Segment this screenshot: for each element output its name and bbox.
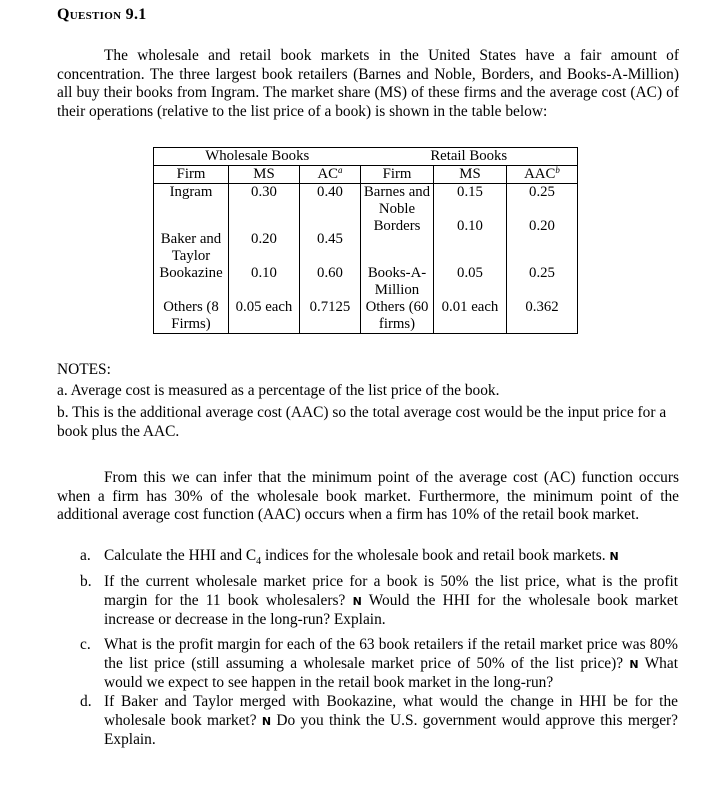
question-text-part: What is the profit margin for each of the 63 book retailers if the retail market price was 80% the list price (still assuming a wholesale market price of 50% of the list price)?: [104, 636, 678, 672]
book-market-table: [153, 147, 578, 334]
question-a: [80, 547, 678, 567]
cell-w-ac: 0.7125: [300, 299, 361, 334]
cell-r-ms: 0.05: [434, 265, 507, 299]
question-text: [104, 693, 678, 750]
question-label: a.: [80, 547, 91, 564]
question-label: c.: [80, 636, 91, 653]
cell-r-ms: 0.15: [434, 184, 507, 219]
header-ac-text: AC: [317, 166, 339, 182]
header-ac-sup: a: [338, 165, 343, 175]
cell-w-firm: Ingram: [154, 184, 229, 219]
cell-r-ms: 0.01 each: [434, 299, 507, 334]
header-ms2: MS: [434, 166, 507, 184]
cell-w-ms: 0.05 each: [229, 299, 300, 334]
retail-title: Retail Books: [361, 148, 578, 166]
cell-r-firm: Borders: [361, 218, 434, 265]
question-text-part: If the current wholesale market price for a book is 50% the list price, what is the profit margin for the 11 book wholesalers?: [104, 573, 678, 609]
question-label: b.: [80, 573, 92, 590]
question-label: d.: [80, 693, 92, 710]
cell-w-ms: 0.20: [229, 218, 300, 265]
cell-w-ms: 0.30: [229, 184, 300, 219]
table-row: [154, 299, 578, 334]
cell-w-ac: 0.40: [300, 184, 361, 219]
question-text-part: Would the HHI for the wholesale book market increase or decrease in the long-run? Explain.: [104, 591, 678, 628]
cell-r-firm: Others (60 firms): [361, 299, 434, 334]
cell-r-aac: 0.20: [507, 218, 578, 265]
header-aac: [507, 166, 578, 184]
answer-marker: N: [261, 714, 272, 728]
header-firm2: Firm: [361, 166, 434, 184]
table-title-row: [154, 148, 578, 166]
intro-paragraph: The wholesale and retail book markets in the United States have a fair amount of concentration. The three largest book retailers (Barnes and Noble, Borders, and Books-A-Million) all buy their books from Ingram. The market share (MS) of these firms and the average cost (AC) of their operations (relative to the list price of a book) is shown in the table below:: [57, 47, 679, 120]
note-a: a. Average cost is measured as a percentage of the list price of the book.: [57, 382, 500, 399]
wholesale-title: Wholesale Books: [154, 148, 361, 166]
header-aac-sup: b: [555, 165, 560, 175]
header-aac-text: AAC: [524, 166, 556, 182]
header-firm: Firm: [154, 166, 229, 184]
question-text-part: indices for the wholesale book and retail book markets.: [261, 547, 606, 564]
answer-marker: N: [629, 657, 639, 671]
cell-w-firm: Bookazine: [154, 265, 229, 299]
question-b: [80, 573, 678, 630]
cell-r-firm: Books-A-Million: [361, 265, 434, 299]
cell-r-aac: 0.25: [507, 265, 578, 299]
table-header-row: [154, 166, 578, 184]
question-text: [104, 573, 678, 630]
table-row: [154, 184, 578, 219]
cell-r-firm: Barnes and Noble: [361, 184, 434, 219]
notes-title: NOTES:: [57, 361, 111, 378]
question-text: [104, 547, 678, 567]
header-ms: MS: [229, 166, 300, 184]
answer-marker: N: [352, 594, 362, 608]
question-text-part: Do you think the U.S. government would approve this merger? Explain.: [104, 711, 678, 748]
question-text-part: What would we expect to see happen in the retail book market in the long-run?: [104, 654, 678, 691]
question-text: [104, 636, 678, 693]
inference-paragraph: From this we can infer that the minimum point of the average cost (AC) function occurs when a firm has 30% of the wholesale book market. Furthermore, the minimum point of the additional average cost function (AAC) occurs when a firm has 10% of the retail book market.: [57, 469, 679, 523]
cell-r-ms: 0.10: [434, 218, 507, 265]
answer-marker: N: [609, 550, 619, 563]
question-heading: Question 9.1: [57, 6, 147, 23]
header-ac: [300, 166, 361, 184]
question-c: [80, 636, 678, 693]
question-text-part: Calculate the HHI and C: [104, 547, 257, 564]
note-b: b. This is the additional average cost (AAC) so the total average cost would be the input price for a book plus the AAC.: [57, 404, 667, 440]
cell-w-firm: Baker and Taylor: [154, 218, 229, 265]
cell-w-firm: Others (8 Firms): [154, 299, 229, 334]
cell-w-ms: 0.10: [229, 265, 300, 299]
question-text-part: If Baker and Taylor merged with Bookazine, what would the change in HHI be for the wholesale book market?: [104, 693, 678, 729]
cell-w-ac: 0.60: [300, 265, 361, 299]
c4-subscript: 4: [256, 556, 262, 567]
cell-r-aac: 0.362: [507, 299, 578, 334]
cell-w-ac: 0.45: [300, 218, 361, 265]
table-row: [154, 218, 578, 265]
table-row: [154, 265, 578, 299]
cell-r-aac: 0.25: [507, 184, 578, 219]
question-d: [80, 693, 678, 750]
